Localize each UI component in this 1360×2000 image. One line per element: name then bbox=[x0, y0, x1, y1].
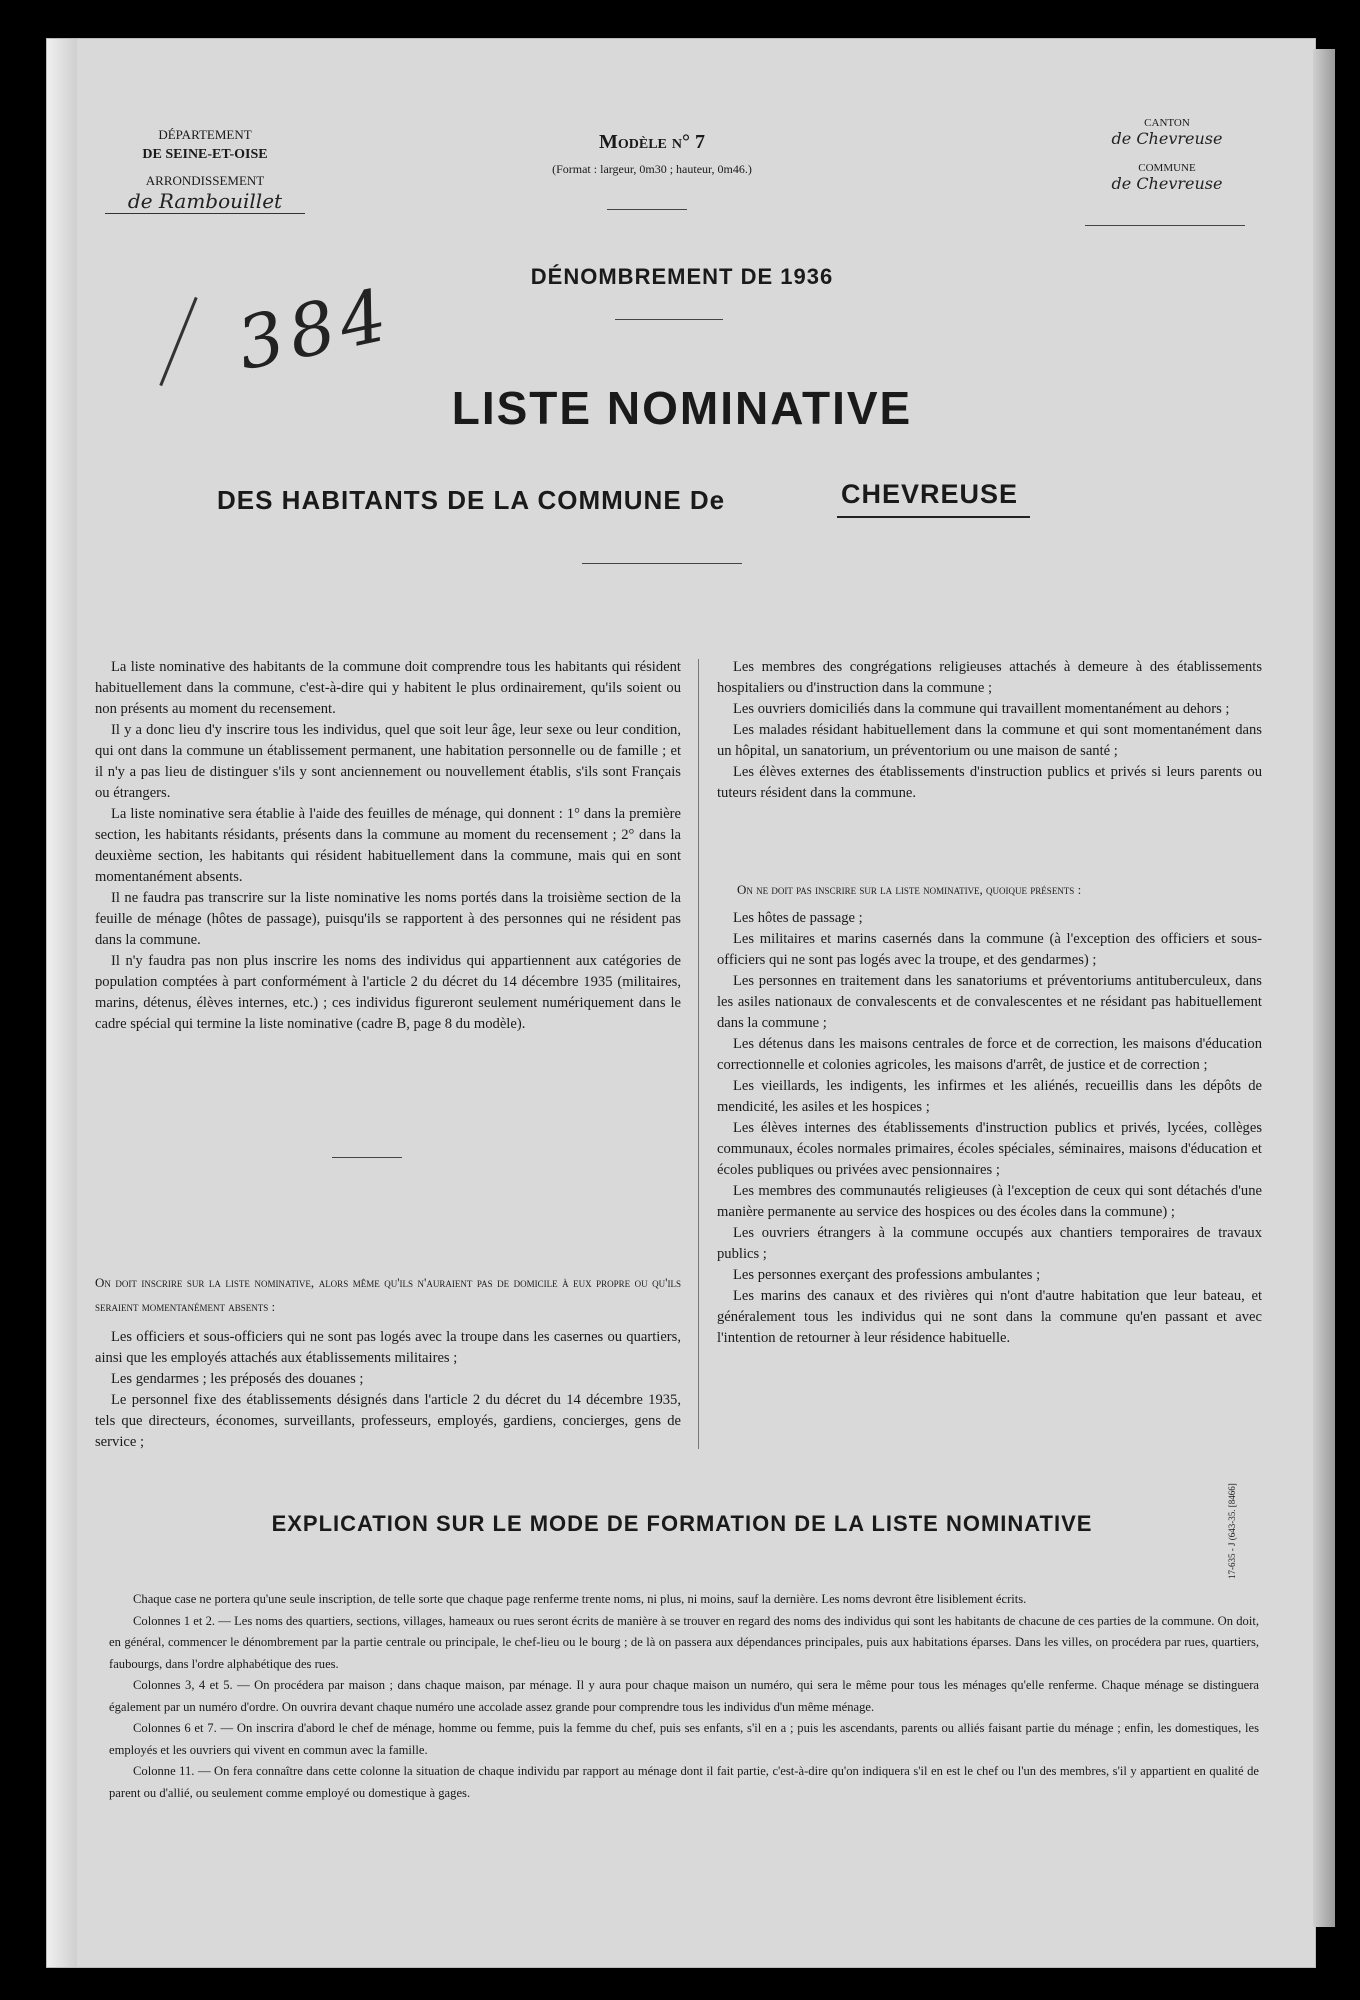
paragraph: Colonne 11. — On fera connaître dans cette colonne la situation de chaque individu par rapport au ménage dont il fait partie, c'est-à-dire qu'on indiquera s'il en est le chef ou l'un des membres, s'il y appartient en qualité de parent ou d'allié, ou seulement comme employé ou domestique à gages. bbox=[109, 1764, 1259, 1800]
paragraph: Les malades résidant habituellement dans la commune et qui sont momentanément dans un hôpital, un sanatorium, un préventorium ou une maison de santé ; bbox=[717, 722, 1262, 759]
paragraph: Les membres des congrégations religieuses attachés à demeure à des établissements hospitaliers ou d'instruction dans la commune ; bbox=[717, 659, 1262, 696]
explication-text bbox=[109, 1589, 1259, 1804]
departement-name bbox=[105, 147, 305, 163]
modele-number: Modèle n° 7 bbox=[599, 131, 705, 153]
section-heading: On doit inscrire sur la liste nominative, alors même qu'ils n'auraient pas de domicile à eux propre ou qu'ils seraient momentanément absents : bbox=[95, 1275, 681, 1314]
page-title: LISTE NOMINATIVE bbox=[451, 382, 913, 434]
pencil-stroke bbox=[159, 297, 197, 386]
arrondissement-value: de Rambouillet bbox=[105, 189, 305, 214]
canton-label: CANTON bbox=[1144, 117, 1190, 129]
paragraph: Il ne faudra pas transcrire sur la liste nominative les noms portés dans la troisième section de la feuille de ménage (hôtes de passage), puisqu'ils se rapportent à des personnes qui ne résident pas dans la commune. bbox=[95, 890, 681, 948]
departement-label: DÉPARTEMENT bbox=[158, 127, 252, 142]
paragraph: Les ouvriers étrangers à la commune occupés aux chantiers temporaires de travaux publics ; bbox=[717, 1225, 1262, 1262]
left-column-2 bbox=[95, 1271, 681, 1453]
commune-label: COMMUNE bbox=[1138, 162, 1196, 174]
divider bbox=[1085, 225, 1245, 226]
divider bbox=[615, 319, 723, 320]
census-page bbox=[46, 38, 1316, 1968]
canton-value: de Chevreuse bbox=[1111, 129, 1223, 148]
format-note: (Format : largeur, 0m30 ; hauteur, 0m46.) bbox=[552, 162, 752, 176]
explication-title: EXPLICATION SUR LE MODE DE FORMATION DE LA LISTE NOMINATIVE bbox=[271, 1511, 1093, 1536]
paragraph: Les marins des canaux et des rivières qui n'ont d'autre habitation que leur bateau, et généralement tous les individus qui ne sont dans la commune qu'en passant et avec l'intention de retourner à leur résidence habituelle. bbox=[717, 1288, 1262, 1346]
departement-value: SEINE-ET-OISE bbox=[165, 147, 268, 162]
paragraph: La liste nominative sera établie à l'aide des feuilles de ménage, qui donnent : 1° dans la première section, les habitants résidants, présents dans la commune au moment du recensement ; 2° dans la deuxième section, les habitants qui résident habituellement dans la commune, mais qui en sont momentanément absents. bbox=[95, 806, 681, 885]
departement-block bbox=[105, 127, 305, 214]
commune-value: de Chevreuse bbox=[1111, 174, 1223, 193]
paragraph: Colonnes 1 et 2. — Les noms des quartiers, sections, villages, hameaux ou rues seront écrits de manière à se trouver en regard des noms des individus qui sont les habitants de chacune de ces parties de la commune. On doit, en général, commencer le dénombrement par la partie centrale ou principale, le chef-lieu ou le bourg ; de là on passera aux dépendances principales, puis aux habitations éparses. Dans les villes, on procédera par rues, quartiers, faubourgs, dans l'ordre alphabétique des rues. bbox=[109, 1613, 1259, 1671]
paragraph: Les hôtes de passage ; bbox=[733, 910, 863, 926]
right-column bbox=[717, 657, 1262, 804]
paragraph: Les officiers et sous-officiers qui ne sont pas logés avec la troupe dans les casernes ou quartiers, ainsi que les employés attachés aux établissements militaires ; bbox=[95, 1329, 681, 1366]
paragraph: Les gendarmes ; les préposés des douanes ; bbox=[111, 1371, 364, 1387]
section-heading: On ne doit pas inscrire sur la liste nominative, quoique présents : bbox=[737, 882, 1082, 897]
denombrement-heading: DÉNOMBREMENT DE 1936 bbox=[530, 264, 834, 289]
canton-block bbox=[1087, 117, 1247, 193]
right-column-2 bbox=[717, 879, 1262, 1349]
commune-name: CHEVREUSE bbox=[837, 479, 1030, 518]
left-column bbox=[95, 657, 681, 1035]
divider bbox=[332, 1157, 402, 1158]
paragraph: Les élèves externes des établissements d'instruction publics et privés si leurs parents ou tuteurs résident dans la commune. bbox=[717, 764, 1262, 801]
paragraph: Les militaires et marins casernés dans la commune (à l'exception des officiers et sous-officiers qui ne sont pas logés avec la troupe, et des gendarmes) ; bbox=[717, 931, 1262, 968]
column-separator bbox=[698, 659, 699, 1449]
page-subtitle: DES HABITANTS DE LA COMMUNE De bbox=[217, 485, 726, 515]
paragraph: Les personnes en traitement dans les sanatoriums et préventoriums antituberculeux, dans les asiles nationaux de convalescents et de convalescentes et ne résidant pas habituellement dans la commune ; bbox=[717, 973, 1262, 1031]
paragraph: Les ouvriers domiciliés dans la commune qui travaillent momentanément au dehors ; bbox=[733, 701, 1230, 717]
handwritten-number: 384 bbox=[229, 271, 400, 387]
paragraph: Colonnes 6 et 7. — On inscrira d'abord le chef de ménage, homme ou femme, puis la femme du chef, puis ses enfants, s'il en a ; puis les ascendants, parents ou alliés faisant partie du ménage ; enfin, les domestiques, les employés et les ouvriers qui vivent en commun avec la famille. bbox=[109, 1721, 1259, 1757]
divider bbox=[607, 209, 687, 210]
paragraph: Les personnes exerçant des professions ambulantes ; bbox=[733, 1267, 1041, 1283]
paragraph: Les membres des communautés religieuses (à l'exception de ceux qui sont détachés d'une manière permanente au service des hospices ou des écoles dans la commune) ; bbox=[717, 1183, 1262, 1220]
modele-block bbox=[487, 131, 817, 177]
paragraph: Les détenus dans les maisons centrales de force et de correction, les maisons d'éducation correctionnelle et colonies agricoles, les maisons d'arrêt, de justice et de correction ; bbox=[717, 1036, 1262, 1073]
paragraph: Colonnes 3, 4 et 5. — On procédera par maison ; dans chaque maison, par ménage. Il y aura pour chaque maison un numéro, qui sera le même pour tous les ménages qu'elle renferme. Chaque ménage se distinguera également par un numéro d'ordre. On ouvrira devant chaque numéro une accolade assez grande pour comprendre tous les individus d'un même ménage. bbox=[109, 1678, 1259, 1714]
departement-prefix: DE bbox=[142, 147, 162, 162]
paragraph: Il n'y faudra pas non plus inscrire les noms des individus qui appartiennent aux catégories de population comptées à part conformément à l'article 2 du décret du 14 décembre 1935 (militaires, marins, détenus, élèves internes, etc.) ; ces individus figureront seulement numériquement dans le cadre spécial qui termine la liste nominative (cadre B, page 8 du modèle). bbox=[95, 953, 681, 1032]
printer-mark: 17-635 - J (643-35. [8466] bbox=[1227, 1483, 1237, 1579]
paragraph: La liste nominative des habitants de la commune doit comprendre tous les habitants qui résident habituellement dans la commune, c'est-à-dire qui y habitent le plus ordinairement, qu'ils soient ou non présents au moment du recensement. bbox=[95, 659, 681, 717]
page-stack-edge bbox=[1313, 49, 1335, 1927]
arrondissement-label: ARRONDISSEMENT bbox=[145, 173, 265, 188]
paragraph: Il y a donc lieu d'y inscrire tous les individus, quel que soit leur âge, leur sexe ou leur condition, qui ont dans la commune un établissement permanent, une habitation personnelle ou de famille ; et il n'y a pas lieu de distinguer s'ils y sont anciennement ou nouvellement établis, s'ils sont Français ou étrangers. bbox=[95, 722, 681, 801]
divider bbox=[582, 563, 742, 564]
paragraph: Les élèves internes des établissements d'instruction publics et privés, lycées, collèges communaux, écoles normales primaires, écoles spéciales, séminaires, maisons d'éducation et écoles publiques ou privées avec pensionnaires ; bbox=[717, 1120, 1262, 1178]
paragraph: Chaque case ne portera qu'une seule inscription, de telle sorte que chaque page renferme trente noms, ni plus, ni moins, sauf la dernière. Les noms devront être lisiblement écrits. bbox=[133, 1592, 1027, 1606]
paragraph: Les vieillards, les indigents, les infirmes et les aliénés, recueillis dans les dépôts de mendicité, les asiles et les hospices ; bbox=[717, 1078, 1262, 1115]
paragraph: Le personnel fixe des établissements désignés dans l'article 2 du décret du 14 décembre 1935, tels que directeurs, économes, surveillants, professeurs, employés, gardiens, concierges, gens de service ; bbox=[95, 1392, 681, 1450]
